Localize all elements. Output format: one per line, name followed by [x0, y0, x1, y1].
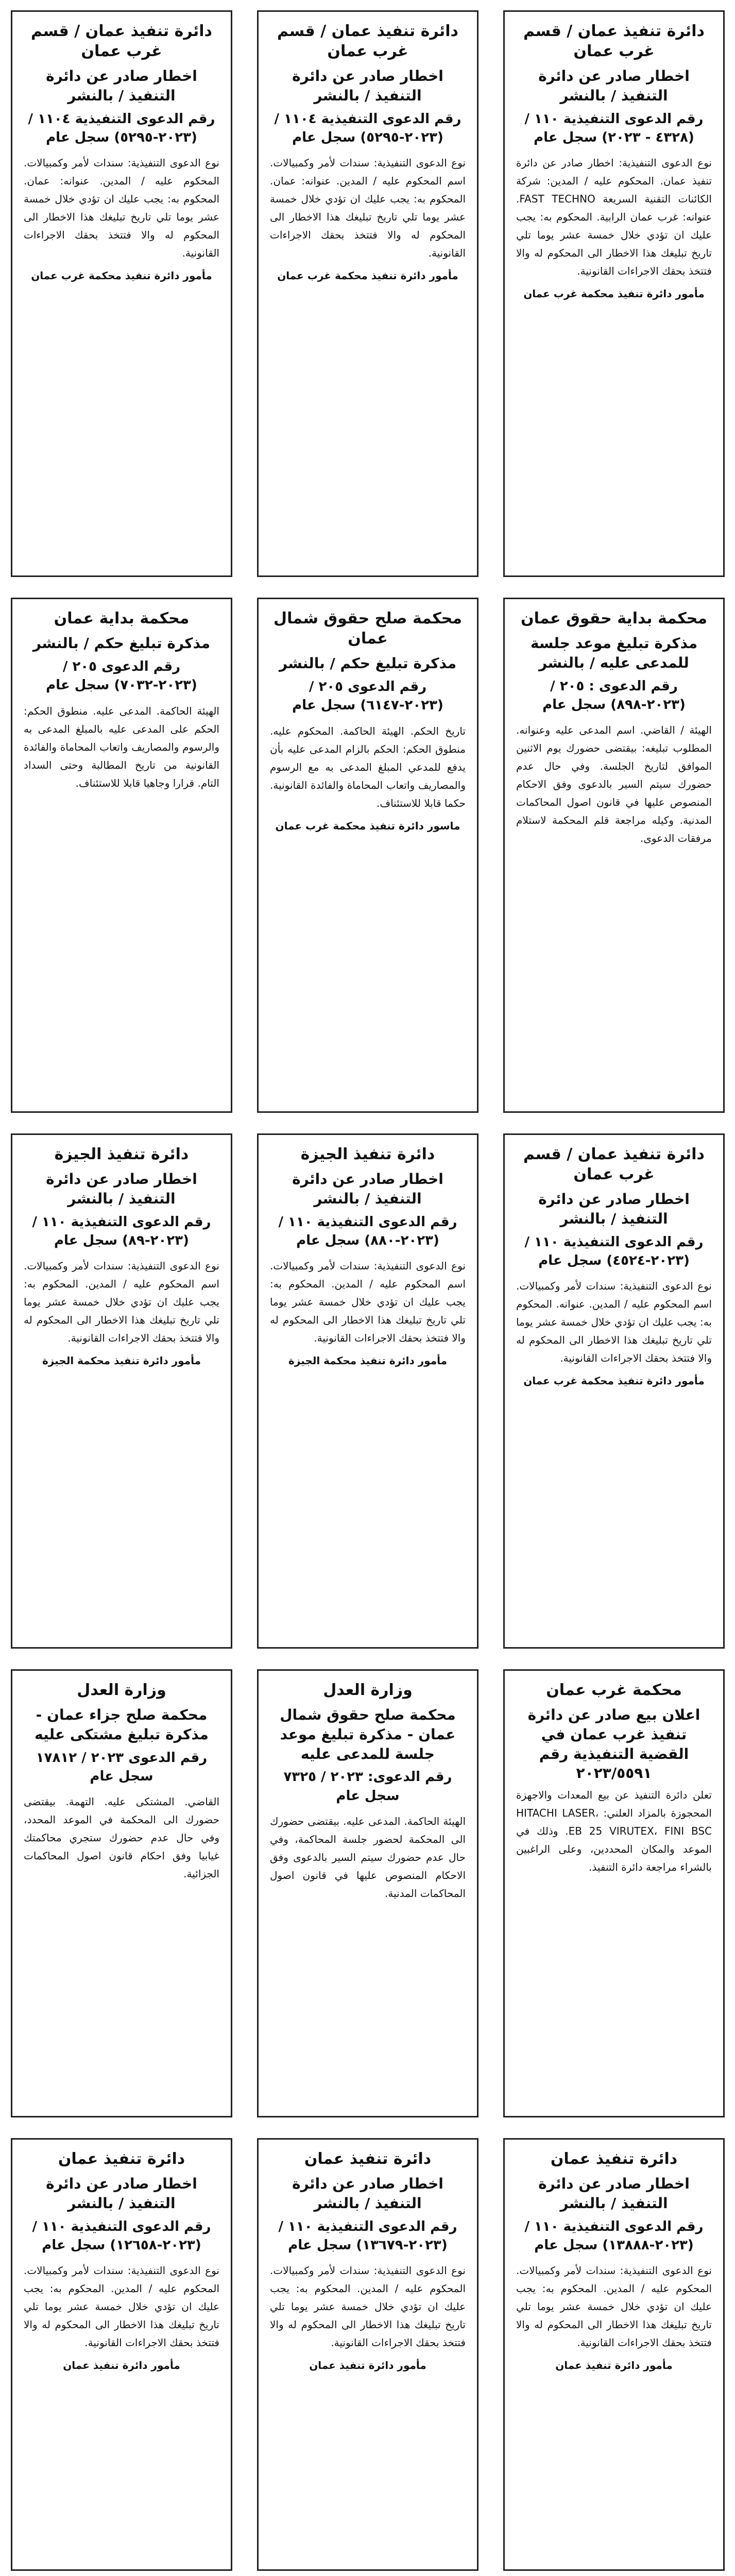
notice-13 [503, 2138, 725, 2571]
notice-body: نوع الدعوى التنفيذية: سندات لأمر وكمبيالات. اسم المحكوم عليه / المدين. المحكوم به: يجب عليك ان تؤدي خلال خمسة عشر يوما تلي تاريخ تبليغك هذا الاخطار الى المحكوم له والا فتتخذ بحقك الاجراءات القانونية. [270, 1260, 466, 1345]
notice-court: دائرة تنفيذ الجيزة [54, 1145, 189, 1163]
notice-court: دائرة تنفيذ عمان [304, 2150, 432, 2168]
notice-body: نوع الدعوى التنفيذية: سندات لأمر وكمبيالات. المحكوم عليه / المدين. المحكوم به: يجب عليك ان تؤدي خلال خمسة عشر يوما تلي تاريخ تبليغك هذا الاخطار الى المحكوم له والا فتتخذ بحقك الاجراءات القانونية. [270, 2264, 466, 2349]
notice-9 [11, 1133, 232, 1649]
notice-body: نوع الدعوى التنفيذية: سندات لأمر وكمبيالات. المحكوم عليه / المدين. المحكوم به: يجب عليك ان تؤدي خلال خمسة عشر يوما تلي تاريخ تبليغك هذا الاخطار الى المحكوم له والا فتتخذ بحقك الاجراءات القانونية. [516, 2264, 712, 2349]
notice-case-number: رقم الدعوى التنفيذية ١١٠٤ / (٢٠٢٣-٥٢٩٥) سجل عام [274, 111, 461, 145]
notice-body: نوع الدعوى التنفيذية: سندات لأمر وكمبيالات. المحكوم عليه / المدين. المحكوم به: يجب عليك ان تؤدي خلال خمسة عشر يوما تلي تاريخ تبليغك هذا الاخطار الى المحكوم له والا فتتخذ بحقك الاجراءات القانونية. [24, 2264, 219, 2349]
notice-10 [503, 1669, 725, 2117]
notice-court: دائرة تنفيذ الجيزة [300, 1145, 435, 1163]
notice-12 [11, 1669, 232, 2117]
notice-title: اخطار صادر عن دائرة التنفيذ / بالنشر [46, 1171, 197, 1207]
notice-case-number: رقم الدعوى ٢٠٥ / (٢٠٢٣-٦١٤٧) سجل عام [292, 679, 443, 714]
notice-3 [11, 10, 232, 577]
notice-signature: مأمور دائرة تنفيذ عمان [555, 2359, 673, 2372]
notice-title: محكمة صلح حقوق شمال عمان - مذكرة تبليغ موعد جلسة للمدعى عليه [280, 1706, 456, 1762]
notice-title: اخطار صادر عن دائرة التنفيذ / بالنشر [292, 67, 443, 104]
notice-title: اخطار صادر عن دائرة التنفيذ / بالنشر [538, 67, 690, 104]
notice-signature: مأمور دائرة تنفيذ محكمة غرب عمان [523, 1375, 705, 1387]
notice-title: اخطار صادر عن دائرة التنفيذ / بالنشر [292, 2175, 443, 2212]
notice-court: وزارة العدل [323, 1681, 413, 1699]
notice-body: نوع الدعوى التنفيذية: سندات لأمر وكمبيالات. اسم المحكوم عليه / المدين. عنوانه. المحكوم به: يجب عليك ان تؤدي خلال خمسة عشر يوما تلي تاريخ تبليغك هذا الاخطار الى المحكوم له والا فتتخذ بحقك الاجراءات القانونية. [516, 1280, 712, 1365]
notice-title: اخطار صادر عن دائرة التنفيذ / بالنشر [538, 1191, 690, 1227]
notice-body: الهيئة الحاكمة. المدعى عليه. منطوق الحكم: الحكم على المدعى عليه بالمبلغ المدعى به والرسوم والمصاريف واتعاب المحاماة والفائدة القانونية من تاريخ المطالبة وحتى السداد التام. قرارا وجاهيا قابلا للاستئناف. [24, 704, 219, 789]
notice-signature: مأمور دائرة تنفيذ محكمة غرب عمان [277, 269, 458, 282]
notice-body: تعلن دائرة التنفيذ عن بيع المعدات والاجهزة المحجوزة بالمزاد العلني: HITACHI LASER، EB 25 VIRUTEX، FINI BSC. وذلك في الموعد والمكان المحددين، وعلى الراغبين بالشراء مراجعة دائرة التنفيذ. [516, 1789, 712, 1874]
notice-title: اخطار صادر عن دائرة التنفيذ / بالنشر [292, 1171, 443, 1207]
notice-court: محكمة صلح حقوق شمال عمان [274, 609, 462, 648]
column-left [11, 10, 232, 2571]
column-middle [257, 10, 478, 2571]
notice-14 [257, 2138, 478, 2571]
notice-title: مذكرة تبليغ حكم / بالنشر [32, 635, 211, 652]
notice-7 [503, 1133, 725, 1649]
notice-title: مذكرة تبليغ حكم / بالنشر [279, 655, 457, 672]
notice-8 [257, 1133, 478, 1649]
notice-case-number: رقم الدعوى : ٢٠٥ / (٢٠٢٣-٨٩٨) سجل عام [542, 678, 686, 713]
notice-case-number: رقم الدعوى التنفيذية ١١٠٤ / (٢٠٢٣-٥٢٩٥) سجل عام [28, 111, 215, 145]
notice-case-number: رقم الدعوى التنفيذية ١١٠ / (٢٠٢٣-١٢٦٥٨) سجل عام [32, 2218, 211, 2253]
notice-signature: مأمور دائرة تنفيذ محكمة الجيزة [42, 1354, 201, 1367]
notice-signature: مأمور دائرة تنفيذ محكمة الجيزة [288, 1354, 447, 1367]
notice-court: محكمة غرب عمان [546, 1681, 682, 1699]
notice-body: نوع الدعوى التنفيذية: سندات لأمر وكمبيالات. المحكوم عليه / المدين. عنوانه: عمان. المحكوم به: يجب عليك ان تؤدي خلال خمسة عشر يوما تلي تاريخ تبليغك هذا الاخطار الى المحكوم له والا فتتخذ بحقك الاجراءات القانونية. [24, 157, 219, 260]
notice-1 [503, 10, 725, 577]
notice-signature: ماسور دائرة تنفيذ محكمة غرب عمان [275, 819, 460, 832]
notice-title: اخطار صادر عن دائرة التنفيذ / بالنشر [46, 67, 197, 104]
notice-case-number: رقم الدعوى التنفيذية ١١٠ / (٢٠٢٣-٨٩) سجل عام [32, 1214, 211, 1248]
notice-court: دائرة تنفيذ عمان / قسم غرب عمان [523, 22, 705, 60]
notice-court: دائرة تنفيذ عمان [58, 2150, 185, 2168]
notice-title: مذكرة تبليغ موعد جلسة للمدعى عليه / بالنشر [530, 635, 698, 671]
notice-body: الهيئة الحاكمة. المدعى عليه. بيقتضى حضورك الى المحكمة لحضور جلسة المحاكمة، وفي حال عدم حضورك سيتم السير بالدعوى وفق الاحكام المنصوص عليها في قانون اصول المحاكمات المدنية. [270, 1815, 466, 1900]
notice-court: دائرة تنفيذ عمان [550, 2150, 678, 2168]
notice-2 [257, 10, 478, 577]
notice-body: القاضي. المشتكى عليه. التهمة. بيقتضى حضورك الى المحكمة في الموعد المحدد، وفي حال عدم حضورك ستجري محاكمتك غيابيا وفق احكام قانون اصول المحاكمات الجزائية. [24, 1795, 219, 1880]
notice-case-number: رقم الدعوى ٢٠٥ / (٢٠٢٣-٧٠٣٢) سجل عام [46, 658, 197, 693]
notice-title: اخطار صادر عن دائرة التنفيذ / بالنشر [46, 2175, 197, 2212]
notice-case-number: رقم الدعوى التنفيذية ١١٠ / (٢٠٢٣-١٣٨٨٨) سجل عام [524, 2218, 704, 2253]
notice-body: نوع الدعوى التنفيذية: سندات لأمر وكمبيالات. اسم المحكوم عليه / المدين. المحكوم به: يجب عليك ان تؤدي خلال خمسة عشر يوما تلي تاريخ تبليغك هذا الاخطار الى المحكوم له والا فتتخذ بحقك الاجراءات القانونية. [24, 1260, 219, 1345]
notice-body: تاريخ الحكم. الهيئة الحاكمة. المحكوم عليه. منطوق الحكم: الحكم بالزام المدعى عليه بأن يدفع للمدعي المبلغ المدعى به مع الرسوم والمصاريف واتعاب المحاماة والفائدة القانونية. حكما قابلا للاستئناف. [270, 724, 466, 809]
notice-court: دائرة تنفيذ عمان / قسم غرب عمان [277, 22, 458, 60]
notice-court: دائرة تنفيذ عمان / قسم غرب عمان [523, 1145, 705, 1183]
notice-case-number: رقم الدعوى التنفيذية ١١٠ / (٢٠٢٣-٤٥٢٤) سجل عام [524, 1234, 704, 1268]
notice-signature: مأمور دائرة تنفيذ عمان [309, 2359, 426, 2372]
notice-15 [11, 2138, 232, 2571]
notice-court: دائرة تنفيذ عمان / قسم غرب عمان [31, 22, 212, 60]
notice-body: الهيئة / القاضي. اسم المدعى عليه وعنوانه. المطلوب تبليغه: بيقتضى حضورك يوم الاثنين الموافق لتاريخ الجلسة. وفي حال عدم حضورك سيتم السير بالدعوى وفق الاحكام المنصوص عليها في قانون اصول المحاكمات المدنية. وكيله مراجعة قلم المحكمة لاستلام مرفقات الدعوى. [516, 724, 712, 845]
notice-case-number: رقم الدعوى: ٢٠٢٣ / ٧٣٢٥ سجل عام [283, 1769, 452, 1804]
notice-case-number: رقم الدعوى ٢٠٢٣ / ١٧٨١٢ سجل عام [36, 1750, 208, 1784]
notice-case-number: رقم الدعوى التنفيذية ١١٠ / (٢٠٢٣-٨٨٠) سجل عام [278, 1214, 457, 1248]
notice-5 [257, 598, 478, 1113]
notice-court: محكمة بداية عمان [54, 609, 190, 628]
notice-signature: مأمور دائرة تنفيذ عمان [63, 2359, 180, 2372]
notice-signature: مأمور دائرة تنفيذ محكمة غرب عمان [523, 287, 705, 300]
notice-signature: مأمور دائرة تنفيذ محكمة غرب عمان [31, 269, 212, 282]
notice-court: محكمة بداية حقوق عمان [521, 609, 707, 628]
notice-case-number: رقم الدعوى التنفيذية ١١٠ / (٢٠٢٣-١٣٦٧٩) سجل عام [278, 2218, 457, 2253]
notice-body: نوع الدعوى التنفيذية: اخطار صادر عن دائرة تنفيذ عمان. المحكوم عليه / المدين: شركة الكائنات التقنية السريعة FAST TECHNO. عنوانه: غرب عمان الرابية. المحكوم به: يجب عليك ان تؤدي خلال خمسة عشر يوما تلي تاريخ تبليغك هذا الاخطار الى المحكوم له والا فتتخذ بحقك الاجراءات القانونية. [516, 157, 712, 278]
notice-title: اخطار صادر عن دائرة التنفيذ / بالنشر [538, 2175, 690, 2212]
notice-title: محكمة صلح جزاء عمان - مذكرة تبليغ مشتكى عليه [35, 1706, 209, 1743]
column-right [503, 10, 725, 2571]
notice-4 [503, 598, 725, 1113]
notice-6 [11, 598, 232, 1113]
notice-title: اعلان بيع صادر عن دائرة تنفيذ غرب عمان في القضية التنفيذية رقم ٢٠٢٣/٥٥٩١ [527, 1706, 700, 1782]
notice-11 [257, 1669, 478, 2117]
notice-body: نوع الدعوى التنفيذية: سندات لأمر وكمبيالات. اسم المحكوم عليه / المدين. عنوانه: عمان. المحكوم به: يجب عليك ان تؤدي خلال خمسة عشر يوما تلي تاريخ تبليغك هذا الاخطار الى المحكوم له والا فتتخذ بحقك الاجراءات القانونية. [270, 157, 466, 260]
notice-case-number: رقم الدعوى التنفيذية ١١٠ / (٤٣٢٨ - ٢٠٢٣) سجل عام [524, 111, 704, 145]
notice-court: وزارة العدل [77, 1681, 166, 1699]
